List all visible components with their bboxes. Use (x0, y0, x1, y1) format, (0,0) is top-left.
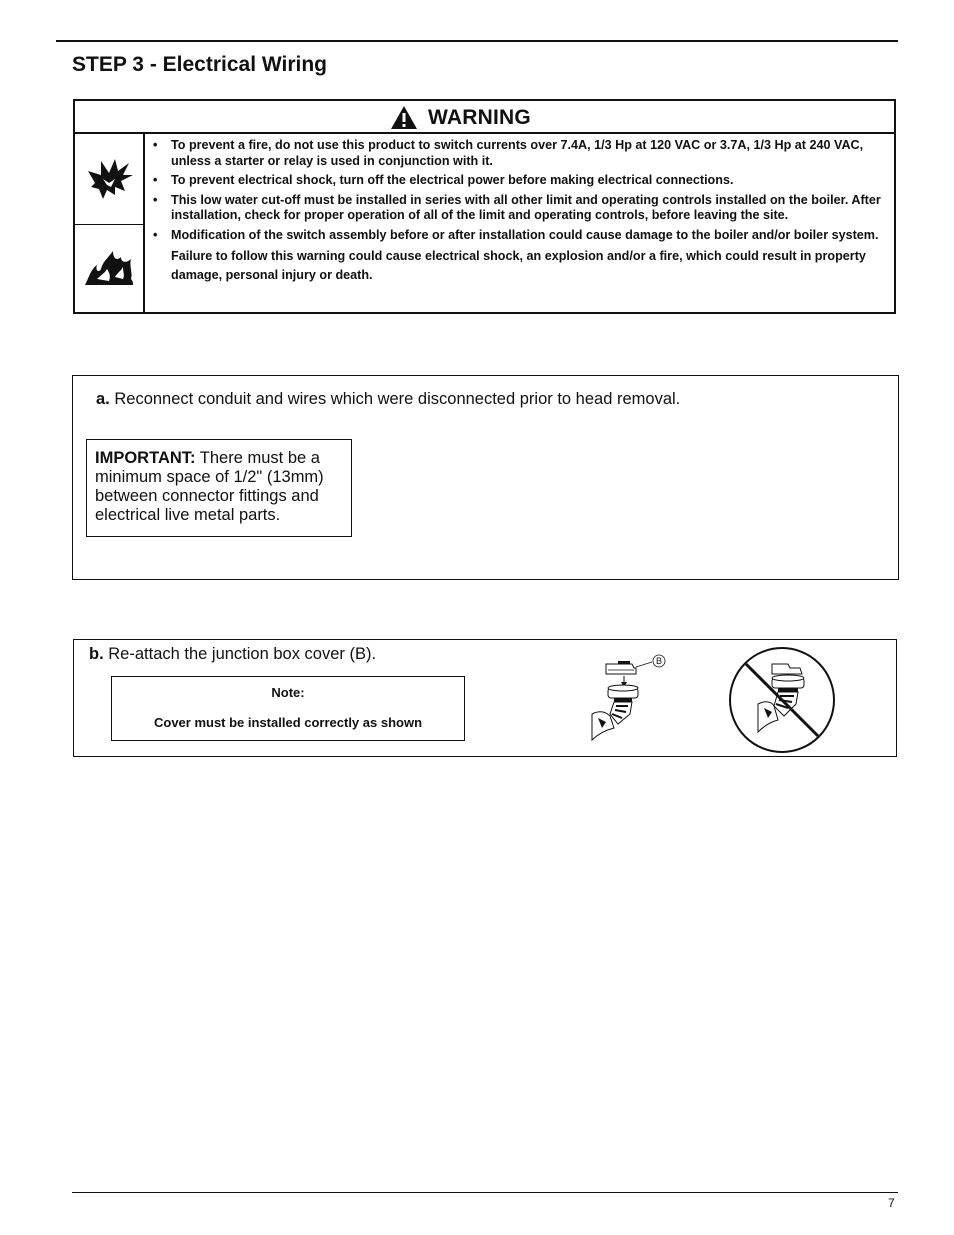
step-a-text: a. Reconnect conduit and wires which were disconnected prior to head removal. (96, 390, 681, 408)
note-box (111, 676, 465, 741)
top-rule (56, 40, 898, 42)
page-title: STEP 3 - Electrical Wiring (72, 53, 328, 76)
note-title: Note: (271, 685, 305, 700)
icon-divider (75, 224, 143, 225)
warning-header (75, 101, 894, 134)
warning-item: • This low water cut-off must be installed in series with all other limit and operating controls installed on the boiler. After installation, check for proper operation of all of the limit and operating controls, before leaving the site. (153, 192, 881, 222)
warning-label: WARNING (428, 105, 531, 129)
warning-failure-text: Failure to follow this warning could cause electrical shock, an explosion and/or a fire, which could result in property damage, personal injury or death. (171, 249, 866, 282)
fire-icon (83, 247, 135, 287)
warning-item: • To prevent electrical shock, turn off the electrical power before making electrical connections. (153, 173, 734, 187)
warning-triangle-icon (390, 105, 418, 130)
warning-list (153, 138, 893, 285)
page-number: 7 (888, 1196, 895, 1210)
note-text: Cover must be installed correctly as shown (153, 715, 423, 730)
step-b-text: b. Re-attach the junction box cover (B). (89, 645, 377, 663)
incorrect-cover-figure (726, 646, 838, 754)
figure-callout-label: B (655, 656, 663, 666)
correct-cover-figure (584, 652, 674, 742)
important-note: IMPORTANT: There must be a minimum space of 1/2" (13mm) between connector fittings and electrical live metal parts. (86, 439, 352, 537)
warning-item: • Modification of the switch assembly before or after installation could cause damage to the boiler and/or boiler system. (153, 227, 879, 242)
footer-rule (72, 1192, 898, 1193)
explosion-icon (85, 157, 135, 201)
warning-icons (75, 134, 145, 314)
warning-box (73, 99, 896, 314)
warning-item: • To prevent a fire, do not use this product to switch currents over 7.4A, 1/3 Hp at 120 VAC or 3.7A, 1/3 Hp at 240 VAC, unless a starter or relay is used in conjunction with it. (153, 138, 864, 168)
